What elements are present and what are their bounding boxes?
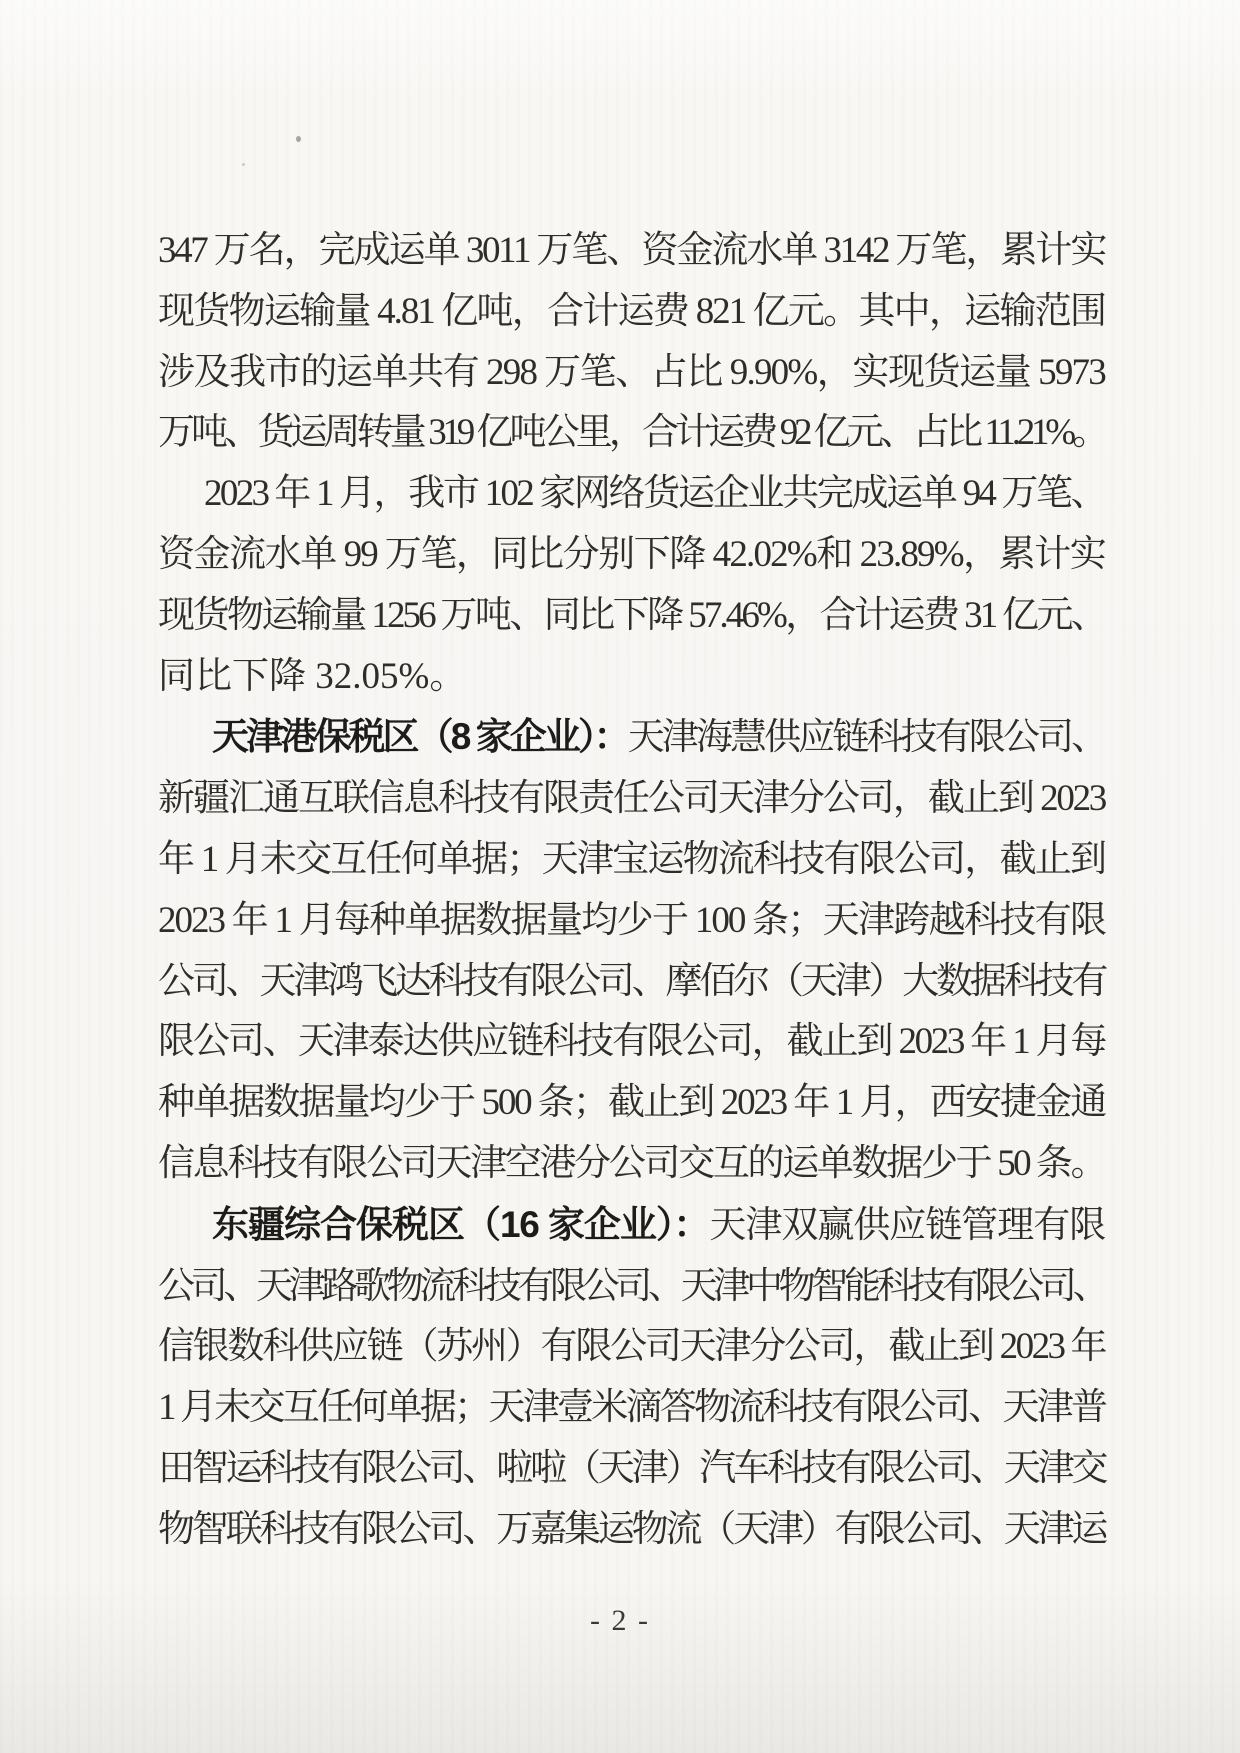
- text-line: 物智联科技有限公司、万嘉集运物流（天津）有限公司、天津运: [158, 1508, 1105, 1550]
- text-line: 新疆汇通互联信息科技有限责任公司天津分公司，截止到 2023: [158, 778, 1105, 820]
- text-line: 种单据数据量均少于 500 条；截止到 2023 年 1 月，西安捷金通: [158, 1082, 1105, 1124]
- ink-speck: [296, 136, 301, 142]
- text-line: 1 月未交互任何单据；天津壹米滴答物流科技有限公司、天津普: [158, 1387, 1105, 1429]
- text-line: 信息科技有限公司天津空港分公司交互的运单数据少于 50 条。: [158, 1142, 1105, 1184]
- text-line: 2023 年 1 月每种单据数据量均少于 100 条；天津跨越科技有限: [158, 899, 1105, 941]
- text-line: 公司、天津鸿飞达科技有限公司、摩佰尔（天津）大数据科技有: [158, 960, 1105, 1002]
- ink-speck: [242, 163, 245, 166]
- text-line: 涉及我市的运单共有 298 万笔、占比 9.90%，实现货运量 5973: [158, 351, 1105, 393]
- text-line: 万吨、货运周转量 319 亿吨公里，合计运费 92 亿元、占比 11.21%。: [158, 412, 1105, 454]
- paragraph-end-line: 同比下降 32.05%。: [158, 655, 467, 697]
- section-heading-line-dongjiang-comprehensive-bonded-zone: [158, 1195, 1105, 1257]
- section-heading-line-tianjin-port-bonded-zone: [158, 707, 1105, 769]
- text-line: 信银数科供应链（苏州）有限公司天津分公司，截止到 2023 年: [158, 1326, 1105, 1368]
- text-line: 现货物运输量 4.81 亿吨，合计运费 821 亿元。其中，运输范围: [158, 290, 1105, 332]
- text-line: 限公司、天津泰达供应链科技有限公司，截止到 2023 年 1 月每: [158, 1021, 1105, 1063]
- section-heading-rest: 天津海慧供应链科技有限公司、: [627, 717, 1106, 759]
- text-line: 347 万名，完成运单 3011 万笔、资金流水单 3142 万笔，累计实: [158, 230, 1105, 271]
- text-line: 资金流水单 99 万笔，同比分别下降 42.02%和 23.89%，累计实: [158, 533, 1105, 575]
- section-heading-rest: 天津双赢供应链管理有限: [709, 1204, 1106, 1246]
- paragraph-start-line: 2023 年 1 月，我市 102 家网络货运企业共完成运单 94 万笔、: [204, 473, 1105, 515]
- section-heading-label: 天津港保税区（8 家企业）：: [212, 716, 628, 758]
- text-line: 年 1 月未交互任何单据；天津宝运物流科技有限公司，截止到: [158, 838, 1105, 880]
- text-line: 现货物运输量 1256 万吨、同比下降 57.46%，合计运费 31 亿元、: [158, 594, 1105, 636]
- section-heading-label: 东疆综合保税区（16 家企业）：: [212, 1203, 710, 1245]
- text-line: 公司、天津路歌物流科技有限公司、天津中物智能科技有限公司、: [158, 1265, 1105, 1307]
- page-number: - 2 -: [590, 1604, 650, 1637]
- text-line: 田智运科技有限公司、啦啦（天津）汽车科技有限公司、天津交: [158, 1447, 1105, 1489]
- document-body: [158, 221, 1105, 1561]
